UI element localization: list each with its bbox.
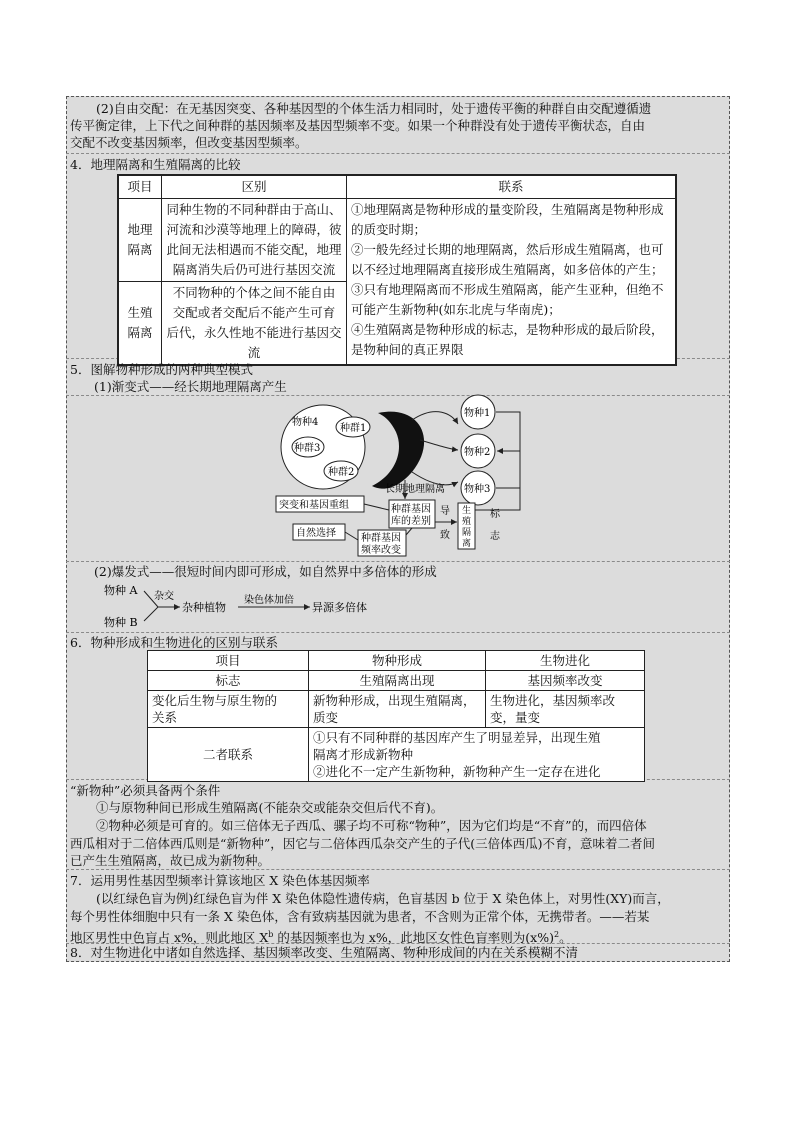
population-label: 种群3 (294, 443, 321, 454)
polyploid-label: 异源多倍体 (312, 601, 367, 614)
mutation-label: 突变和基因重组 (279, 500, 349, 511)
paragraph-line: “新物种”必须具备两个条件 (70, 783, 221, 798)
isolation-barrier-shape (372, 412, 424, 489)
table-header: 联系 (347, 175, 677, 199)
connector-line (406, 528, 412, 535)
table-header: 生物进化 (486, 651, 645, 671)
connector-line (144, 607, 158, 621)
table-cell: 生物进化，基因频率改 变，量变 (486, 691, 645, 728)
reproductive-label: 离 (462, 539, 472, 549)
reproductive-label: 殖 (462, 517, 472, 527)
species-label: 物种3 (464, 484, 491, 495)
subsection-title: (2)爆发式——很短时间内即可形成，如自然界中多倍体的形成 (94, 564, 437, 579)
lead-to-label: 致 (440, 530, 450, 541)
species-label: 物种2 (464, 447, 491, 458)
species-b-label: 物种 B (104, 616, 138, 629)
section-title: 8．对生物进化中诸如自然选择、基因频率改变、生殖隔离、物种形成间的内在关系模糊不清 (70, 945, 578, 960)
table-header: 区别 (162, 175, 347, 199)
table-cell: ①只有不同种群的基因库产生了明显差异，出现生殖 隔离才形成新物种 ②进化不一定产生新物种，新物种产生一定存在进化 (309, 728, 645, 782)
hybrid-plant-label: 杂种植物 (182, 601, 226, 614)
doubling-label: 染色体加倍 (244, 595, 294, 606)
table-cell: 新物种形成，出现生殖隔离， 质变 (309, 691, 486, 728)
subsection-title: (1)渐变式——经长期地理隔离产生 (94, 379, 287, 394)
connector-line (364, 504, 389, 510)
population-label: 种群2 (328, 467, 355, 478)
species-label: 物种1 (464, 408, 491, 419)
table-header: 项目 (148, 651, 309, 671)
paragraph-line: (以红绿色盲为例)红绿色盲为伴 X 染色体隐性遗传病，色盲基因 b 位于 X 染色体上，对男性(XY)而言， (96, 891, 670, 906)
mark-label: 志 (490, 531, 500, 542)
section-title: 4．地理隔离和生殖隔离的比较 (70, 157, 241, 172)
reproductive-label: 隔 (462, 528, 472, 538)
difference-cell: 不同物种的个体之间不能自由 交配或者交配后不能产生可育 后代，永久性地不能进行基因交 流 (162, 282, 347, 366)
table-cell: 基因频率改变 (486, 671, 645, 691)
curved-arrow (420, 440, 458, 450)
section-title: 6．物种形成和生物进化的区别与联系 (70, 635, 278, 650)
table-header: 物种形成 (309, 651, 486, 671)
selection-label: 自然选择 (296, 528, 336, 539)
paragraph-line: ②物种必须是可育的。如三倍体无子西瓜、骡子均不可称“物种”，因为它们均是“不育”的，而四倍体 (96, 818, 647, 833)
genepool-label: 种群基因 (391, 504, 431, 515)
lead-to-label: 导 (440, 506, 450, 517)
table-header: 项目 (118, 175, 162, 199)
difference-cell: 同种生物的不同种群由于高山、 河流和沙漠等地理上的障碍，彼 此间无法相遇而不能交配，地理 隔离消失后仍可进行基因交流 (162, 199, 347, 282)
table-cell: 生殖隔离出现 (309, 671, 486, 691)
curved-arrow (412, 472, 458, 485)
isolation-label: 长期地理隔离 (385, 484, 445, 495)
frequency-label: 频率改变 (361, 545, 401, 556)
paragraph-line: 每个男性体细胞中只有一条 X 染色体，含有致病基因就为患者，不含则为正常个体，无携带者。——若某 (70, 909, 650, 924)
paragraph-line: 交配不改变基因频率，但改变基因型频率。 (70, 135, 308, 150)
paragraph-line: 地区男性中色盲占 x%，则此地区 $X^b$ 的基因频率也为 x%，此地区女性色盲率则为$(x\%)^2$。 (70, 930, 572, 946)
paragraph-line: 传平衡定律，上下代之间种群的基因频率及基因型频率不变。如果一个种群没有处于遗传平衡状态，自由 (70, 118, 646, 133)
row-label: 地理 隔离 (118, 199, 162, 282)
table-cell: 变化后生物与原生物的 关系 (148, 691, 309, 728)
curved-arrow (412, 412, 458, 424)
table-cell: 标志 (148, 671, 309, 691)
paragraph-line: (2)自由交配：在无基因突变、各种基因型的个体生活力相同时，处于遗传平衡的种群自由交配遵循遗 (96, 101, 652, 116)
section-title: 5．图解物种形成的两种典型模式 (70, 362, 253, 377)
paragraph-line: 已产生生殖隔离，故已成为新物种。 (70, 853, 271, 868)
frequency-label: 种群基因 (361, 533, 401, 544)
reproductive-label: 生 (462, 506, 472, 516)
row-label: 生殖 隔离 (118, 282, 162, 366)
burst-speciation-diagram (100, 581, 400, 631)
genepool-label: 库的差别 (391, 516, 431, 527)
species4-label: 物种4 (292, 417, 319, 428)
bracket-line (496, 412, 520, 488)
section-title: 7．运用男性基因型频率计算该地区 X 染色体基因频率 (70, 873, 370, 888)
relation-cell: ①地理隔离是物种形成的量变阶段，生殖隔离是物种形成 的质变时期； ②一般先经过长期的地理隔离，然后形成生殖隔离，也可 以不经过地理隔离直接形成生殖隔离，如多倍体的产生； ③只有地理隔离而不形成生殖隔离，能产生亚种，但绝不 可能产生新物种(如东北虎与华南虎)； ④生殖隔离是物种形成的标志，是物种形成的最后阶段， 是物种间的真正界限 (347, 199, 677, 366)
mark-label: 标 (490, 509, 500, 520)
paragraph-line: 西瓜相对于二倍体西瓜则是“新物种”，因它与二倍体西瓜杂交产生的子代(三倍体西瓜)不育，意味着二者间 (70, 836, 656, 851)
table-cell: 二者联系 (148, 728, 309, 782)
connector-line (345, 532, 358, 540)
species-a-label: 物种 A (104, 584, 138, 597)
speciation-evolution-table (147, 650, 645, 782)
paragraph-line: ①与原物种间已形成生殖隔离(不能杂交或能杂交但后代不育)。 (96, 800, 444, 815)
hybrid-label: 杂交 (154, 591, 174, 602)
population-label: 种群1 (340, 423, 367, 434)
